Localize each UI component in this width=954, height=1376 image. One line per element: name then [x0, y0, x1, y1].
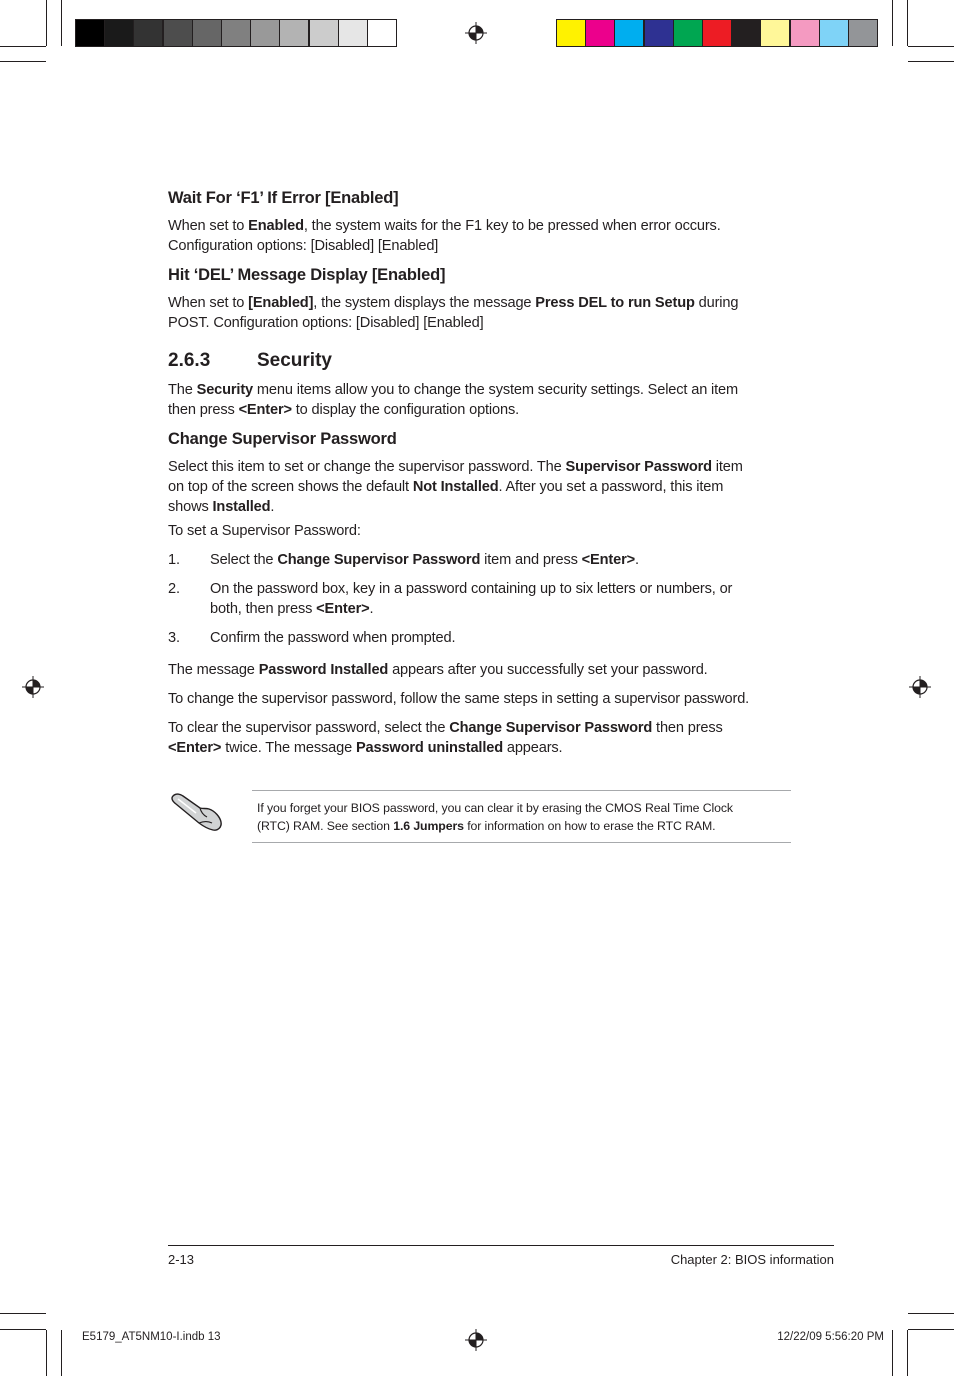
color-swatch: [104, 19, 134, 47]
change-supervisor-heading: Change Supervisor Password: [168, 430, 397, 448]
page-number: 2-13: [168, 1252, 195, 1267]
wait-f1-description: When set to Enabled, the system waits for the F1 key to be pressed when error occurs. Configuration options: [Disabled] [Enabled]: [168, 218, 721, 254]
hit-del-heading: Hit ‘DEL’ Message Display [Enabled]: [168, 266, 446, 284]
color-swatch: [279, 19, 309, 47]
chapter-label: Chapter 2: BIOS information: [670, 1252, 834, 1267]
registration-mark-icon: [22, 676, 44, 698]
color-swatch: [309, 19, 339, 47]
color-swatch: [614, 19, 644, 47]
color-swatch: [221, 19, 251, 47]
section-number: 2.6.3: [168, 350, 211, 371]
hit-del-description: When set to [Enabled], the system displays the message Press DEL to run Setup during POST. Configuration options: [Disabled] [Enabled]: [168, 295, 739, 331]
color-swatch: [250, 19, 280, 47]
security-intro: The Security menu items allow you to change the system security settings. Select an item then press <Enter> to display the configuration options.: [168, 382, 739, 418]
clear-password-text: To clear the supervisor password, select the Change Supervisor Password then press <Enter> twice. The message Password uninstalled appears.: [168, 720, 723, 756]
color-swatch: [367, 19, 397, 47]
color-swatch: [163, 19, 193, 47]
color-swatch: [790, 19, 820, 47]
color-swatch: [731, 19, 761, 47]
color-swatch: [75, 19, 105, 47]
color-swatch: [819, 19, 849, 47]
note-text: If you forget your BIOS password, you can clear it by erasing the CMOS Real Time Clock (RTC) RAM. See section 1.6 Jumpers for information on how to erase the RTC RAM.: [257, 801, 733, 833]
note-bottom-rule: [252, 842, 791, 843]
hand-note-icon: [170, 790, 224, 834]
note-top-rule: [252, 790, 791, 791]
color-swatch: [848, 19, 878, 47]
to-set-label: To set a Supervisor Password:: [168, 523, 361, 539]
registration-mark-icon: [909, 676, 931, 698]
color-swatch: [673, 19, 703, 47]
color-swatch: [133, 19, 163, 47]
registration-mark-icon: [465, 22, 487, 44]
change-supervisor-description: Select this item to set or change the supervisor password. The Supervisor Password item on top of the screen shows the default Not Installed. After you set a password, this item shows Installed.: [168, 459, 743, 515]
change-password-text: To change the supervisor password, follow the same steps in setting a supervisor password.: [168, 691, 750, 707]
slug-file: E5179_AT5NM10-I.indb 13: [82, 1331, 221, 1343]
footer-rule: [168, 1245, 834, 1246]
color-swatch: [644, 19, 674, 47]
color-swatch: [702, 19, 732, 47]
color-swatch: [585, 19, 615, 47]
list-item: 2. On the password box, key in a password containing up to six letters or numbers, or both, then press <Enter>.: [168, 581, 733, 617]
wait-f1-heading: Wait For ‘F1’ If Error [Enabled]: [168, 189, 399, 207]
color-swatch: [760, 19, 790, 47]
color-swatch: [338, 19, 368, 47]
section-name: Security: [257, 350, 332, 371]
slug-timestamp: 12/22/09 5:56:20 PM: [777, 1331, 884, 1343]
color-swatch: [192, 19, 222, 47]
color-swatch: [556, 19, 586, 47]
section-title-security: [168, 350, 332, 372]
registration-mark-icon: [465, 1329, 487, 1351]
password-installed-message: The message Password Installed appears after you successfully set your password.: [168, 662, 708, 678]
